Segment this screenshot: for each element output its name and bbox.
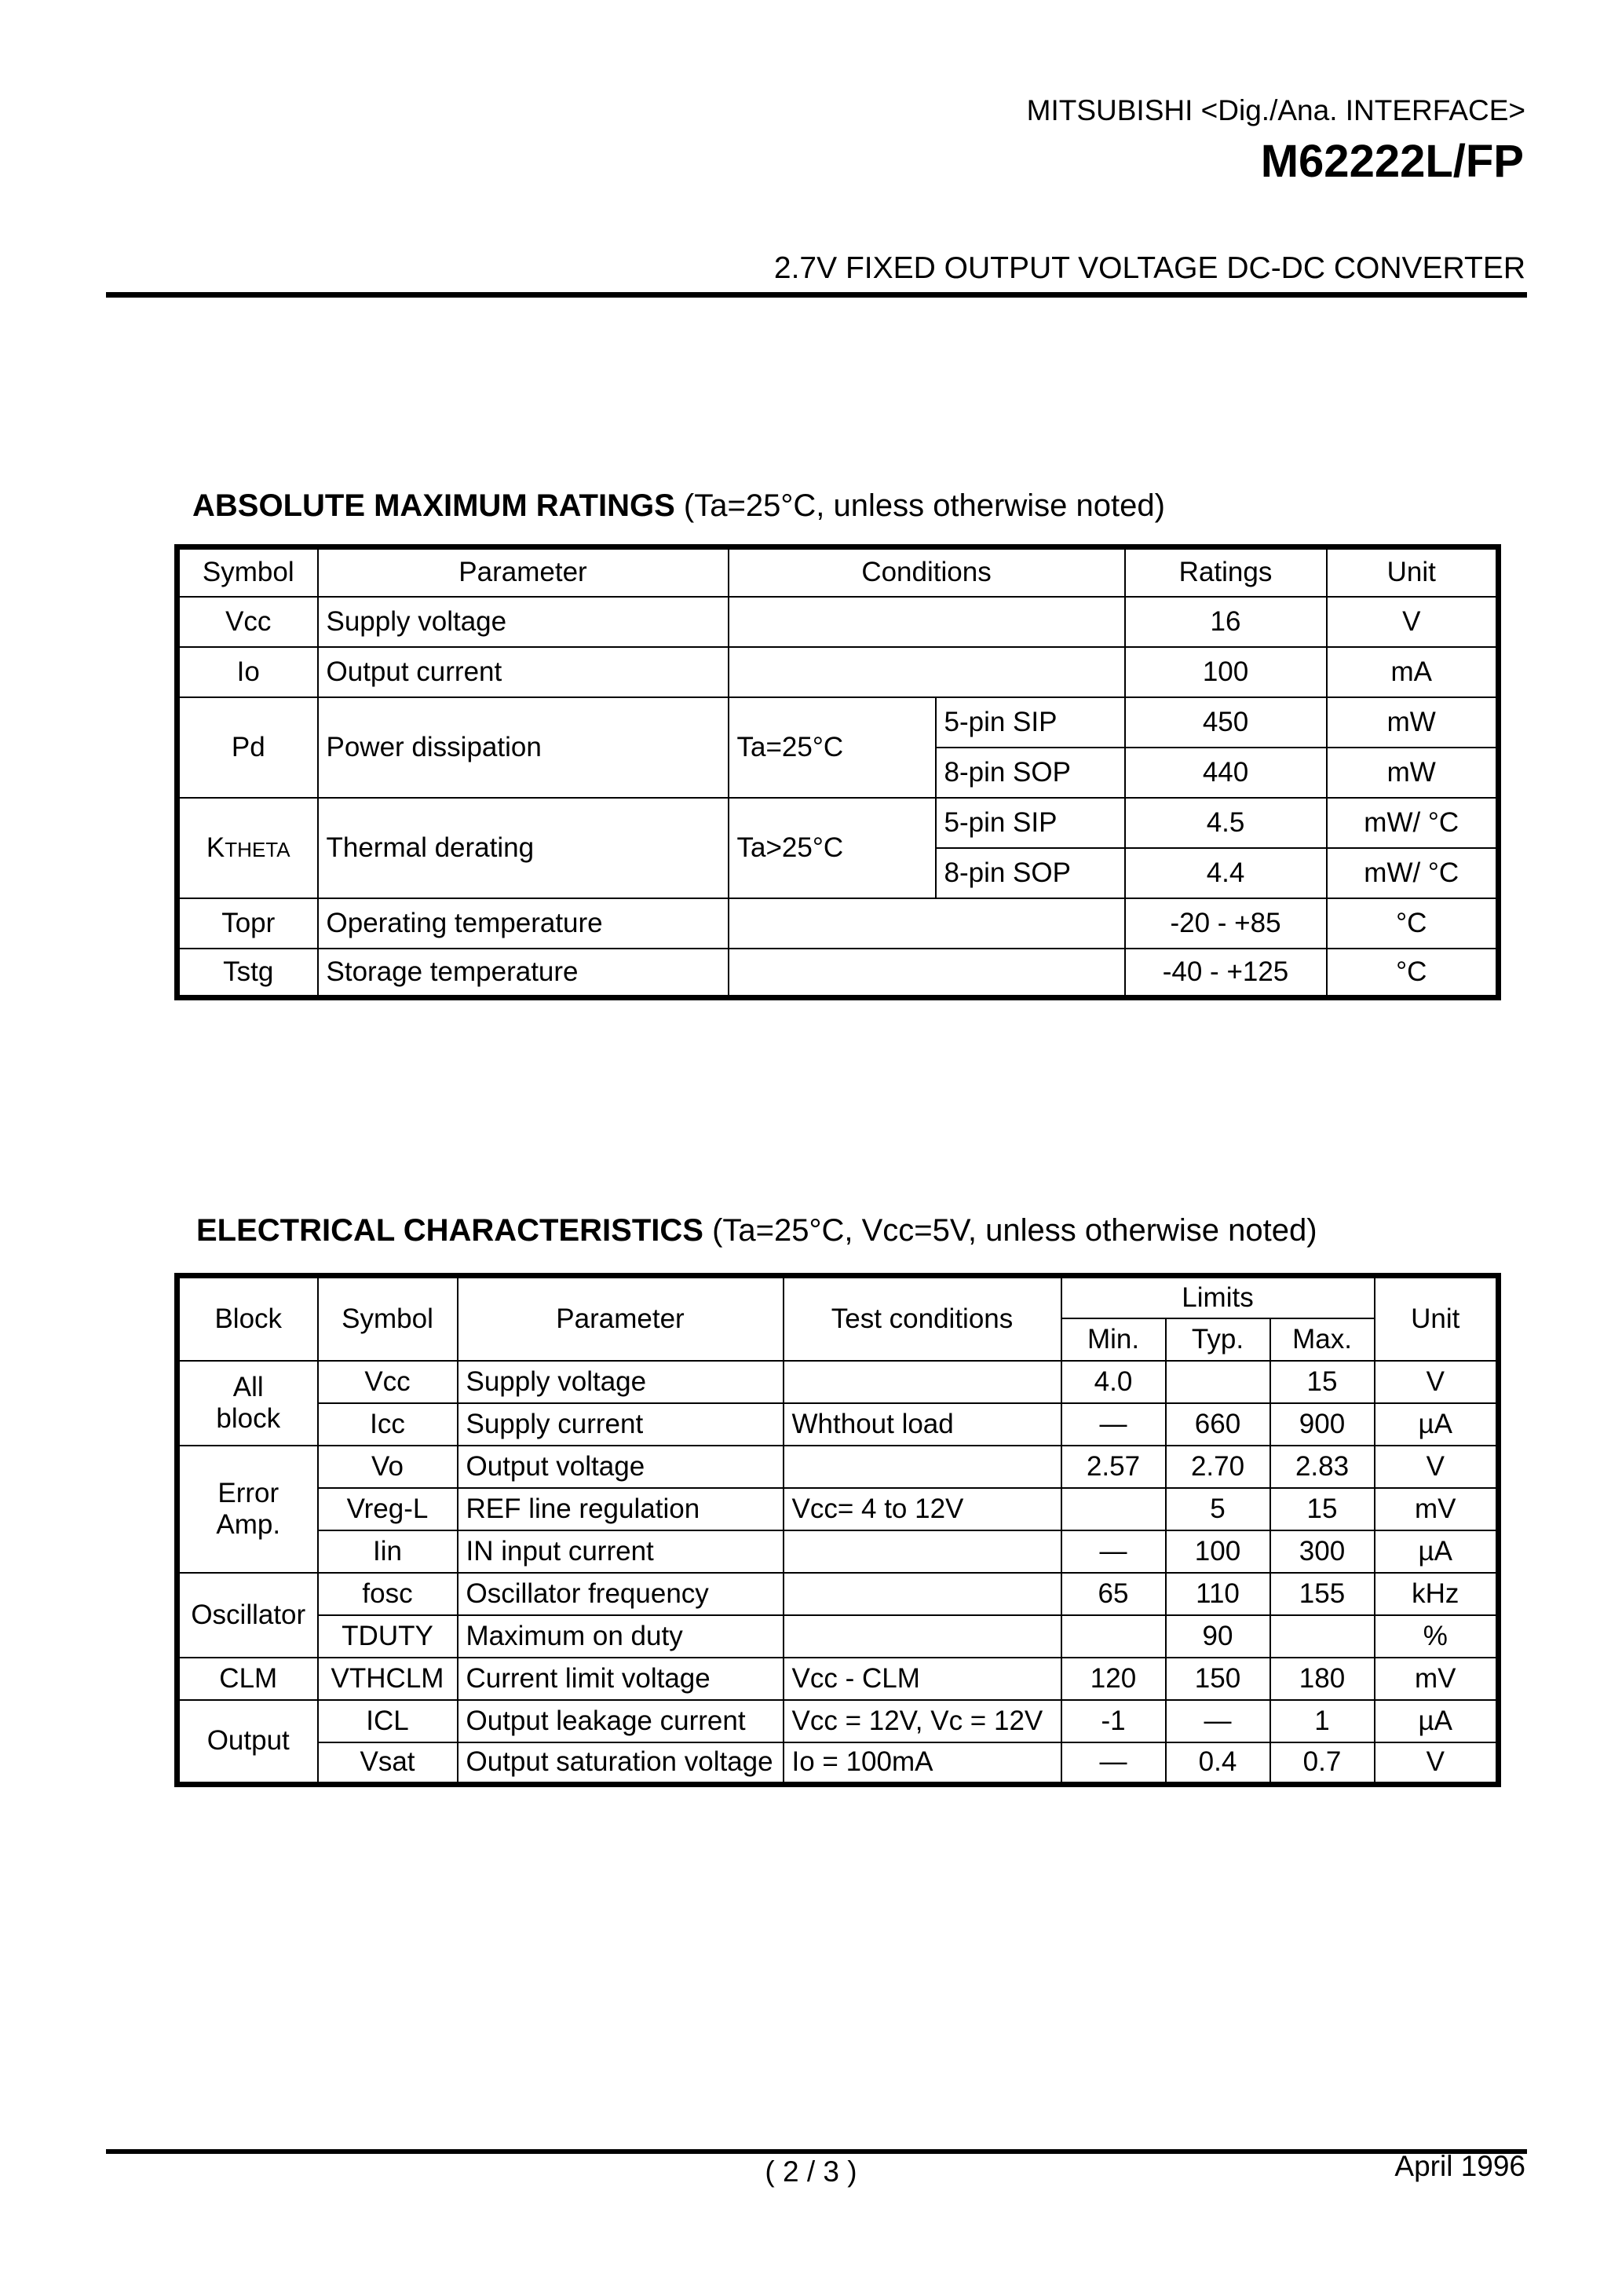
block-label-line: All <box>232 1371 264 1402</box>
abs-max-heading <box>192 488 1165 524</box>
min-cell: 4.0 <box>1061 1361 1166 1403</box>
block-label-line: Amp. <box>216 1508 281 1540</box>
unit-cell: % <box>1375 1615 1499 1658</box>
symbol-cell: TDUTY <box>318 1615 458 1658</box>
table-row <box>177 1530 1499 1573</box>
symbol-cell: Tstg <box>177 949 318 998</box>
test-cell: Vcc = 12V, Vc = 12V <box>784 1700 1061 1742</box>
conditions-cell: Ta=25°C <box>729 697 936 798</box>
col-block-header: Block <box>177 1276 318 1361</box>
rating-cell: 4.4 <box>1125 848 1327 898</box>
symbol-main: K <box>206 832 225 863</box>
abs-max-condition: (Ta=25°C, unless otherwise noted) <box>683 488 1165 523</box>
block-cell <box>177 1446 318 1573</box>
test-cell: Io = 100mA <box>784 1742 1061 1785</box>
typ-cell: 150 <box>1166 1658 1270 1700</box>
max-cell: 1 <box>1270 1700 1375 1742</box>
max-cell: 15 <box>1270 1488 1375 1530</box>
table-row <box>177 949 1499 998</box>
min-cell: — <box>1061 1742 1166 1785</box>
rating-cell: 16 <box>1125 597 1327 647</box>
parameter-cell: Output voltage <box>458 1446 784 1488</box>
footer-rule <box>106 2149 1527 2154</box>
col-unit-header: Unit <box>1327 547 1499 597</box>
electrical-table <box>174 1273 1501 1787</box>
parameter-cell: Operating temperature <box>318 898 729 949</box>
unit-cell: mV <box>1375 1658 1499 1700</box>
col-limits-header: Limits <box>1061 1276 1375 1318</box>
package-cell: 8-pin SOP <box>936 748 1125 798</box>
typ-cell: 5 <box>1166 1488 1270 1530</box>
min-cell: — <box>1061 1530 1166 1573</box>
conditions-cell: Ta>25°C <box>729 798 936 898</box>
unit-cell: V <box>1375 1446 1499 1488</box>
col-typ-header: Typ. <box>1166 1318 1270 1361</box>
block-label-line: Error <box>217 1477 279 1508</box>
rating-cell: 4.5 <box>1125 798 1327 848</box>
min-cell <box>1061 1488 1166 1530</box>
test-cell: Vcc - CLM <box>784 1658 1061 1700</box>
test-cell <box>784 1530 1061 1573</box>
test-cell: Whthout load <box>784 1403 1061 1446</box>
conditions-cell <box>729 647 1125 697</box>
page-number: ( 2 / 3 ) <box>765 2155 857 2188</box>
min-cell: 65 <box>1061 1573 1166 1615</box>
company-line: MITSUBISHI <Dig./Ana. INTERFACE> <box>1026 94 1525 126</box>
symbol-cell: Vo <box>318 1446 458 1488</box>
block-label-line: block <box>216 1402 281 1434</box>
typ-cell: 0.4 <box>1166 1742 1270 1785</box>
unit-cell: mW <box>1327 697 1499 748</box>
unit-cell: mW/ °C <box>1327 798 1499 848</box>
col-unit-header: Unit <box>1375 1276 1499 1361</box>
max-cell: 0.7 <box>1270 1742 1375 1785</box>
typ-cell: — <box>1166 1700 1270 1742</box>
symbol-cell: Pd <box>177 697 318 798</box>
min-cell <box>1061 1615 1166 1658</box>
unit-cell: mA <box>1327 647 1499 697</box>
test-cell <box>784 1573 1061 1615</box>
typ-cell: 90 <box>1166 1615 1270 1658</box>
conditions-cell <box>729 898 1125 949</box>
parameter-cell: Output saturation voltage <box>458 1742 784 1785</box>
conditions-cell <box>729 597 1125 647</box>
parameter-cell: Power dissipation <box>318 697 729 798</box>
parameter-cell: Maximum on duty <box>458 1615 784 1658</box>
parameter-cell: Storage temperature <box>318 949 729 998</box>
table-row <box>177 1742 1499 1785</box>
parameter-cell: Supply voltage <box>458 1361 784 1403</box>
max-cell: 300 <box>1270 1530 1375 1573</box>
symbol-cell <box>177 798 318 898</box>
symbol-cell: Vcc <box>318 1361 458 1403</box>
table-row <box>177 1700 1499 1742</box>
unit-cell: V <box>1327 597 1499 647</box>
unit-cell: V <box>1375 1742 1499 1785</box>
min-cell: 120 <box>1061 1658 1166 1700</box>
block-cell <box>177 1361 318 1446</box>
test-cell: Vcc= 4 to 12V <box>784 1488 1061 1530</box>
header-rule <box>106 292 1527 298</box>
abs-max-title: ABSOLUTE MAXIMUM RATINGS <box>192 488 675 523</box>
typ-cell: 2.70 <box>1166 1446 1270 1488</box>
typ-cell: 660 <box>1166 1403 1270 1446</box>
symbol-cell: Vcc <box>177 597 318 647</box>
block-cell: Oscillator <box>177 1573 318 1658</box>
parameter-cell: Output current <box>318 647 729 697</box>
rating-cell: 440 <box>1125 748 1327 798</box>
package-cell: 5-pin SIP <box>936 697 1125 748</box>
rating-cell: 100 <box>1125 647 1327 697</box>
unit-cell: °C <box>1327 949 1499 998</box>
table-row <box>177 1403 1499 1446</box>
table-header-row <box>177 1276 1499 1318</box>
rating-cell: -20 - +85 <box>1125 898 1327 949</box>
unit-cell: kHz <box>1375 1573 1499 1615</box>
col-parameter-header: Parameter <box>318 547 729 597</box>
parameter-cell: Current limit voltage <box>458 1658 784 1700</box>
table-row <box>177 898 1499 949</box>
package-cell: 8-pin SOP <box>936 848 1125 898</box>
typ-cell <box>1166 1361 1270 1403</box>
conditions-cell <box>729 949 1125 998</box>
col-max-header: Max. <box>1270 1318 1375 1361</box>
col-symbol-header: Symbol <box>177 547 318 597</box>
unit-cell: V <box>1375 1361 1499 1403</box>
abs-max-table <box>174 544 1501 1000</box>
table-row <box>177 597 1499 647</box>
unit-cell: °C <box>1327 898 1499 949</box>
unit-cell: µA <box>1375 1403 1499 1446</box>
unit-cell: mW <box>1327 748 1499 798</box>
table-row <box>177 1615 1499 1658</box>
min-cell: — <box>1061 1403 1166 1446</box>
symbol-cell: Iin <box>318 1530 458 1573</box>
table-row <box>177 1488 1499 1530</box>
block-cell: Output <box>177 1700 318 1785</box>
package-cell: 5-pin SIP <box>936 798 1125 848</box>
unit-cell: mW/ °C <box>1327 848 1499 898</box>
elec-heading <box>196 1213 1317 1249</box>
symbol-cell: Topr <box>177 898 318 949</box>
symbol-cell: Vsat <box>318 1742 458 1785</box>
col-test-header: Test conditions <box>784 1276 1061 1361</box>
col-conditions-header: Conditions <box>729 547 1125 597</box>
max-cell <box>1270 1615 1375 1658</box>
max-cell: 15 <box>1270 1361 1375 1403</box>
symbol-subscript: THETA <box>225 837 290 861</box>
min-cell: 2.57 <box>1061 1446 1166 1488</box>
table-row <box>177 1361 1499 1403</box>
rating-cell: 450 <box>1125 697 1327 748</box>
symbol-cell: Vreg-L <box>318 1488 458 1530</box>
symbol-cell: VTHCLM <box>318 1658 458 1700</box>
max-cell: 2.83 <box>1270 1446 1375 1488</box>
block-cell: CLM <box>177 1658 318 1700</box>
unit-cell: mV <box>1375 1488 1499 1530</box>
symbol-cell: ICL <box>318 1700 458 1742</box>
table-row <box>177 647 1499 697</box>
publication-date: April 1996 <box>1394 2150 1525 2182</box>
max-cell: 155 <box>1270 1573 1375 1615</box>
col-min-header: Min. <box>1061 1318 1166 1361</box>
typ-cell: 110 <box>1166 1573 1270 1615</box>
table-header-row <box>177 547 1499 597</box>
parameter-cell: IN input current <box>458 1530 784 1573</box>
col-parameter-header: Parameter <box>458 1276 784 1361</box>
typ-cell: 100 <box>1166 1530 1270 1573</box>
parameter-cell: Output leakage current <box>458 1700 784 1742</box>
symbol-cell: fosc <box>318 1573 458 1615</box>
col-ratings-header: Ratings <box>1125 547 1327 597</box>
parameter-cell: REF line regulation <box>458 1488 784 1530</box>
symbol-cell: Icc <box>318 1403 458 1446</box>
parameter-cell: Oscillator frequency <box>458 1573 784 1615</box>
table-row <box>177 1446 1499 1488</box>
table-row <box>177 798 1499 848</box>
elec-condition: (Ta=25°C, Vcc=5V, unless otherwise noted) <box>712 1213 1317 1248</box>
max-cell: 900 <box>1270 1403 1375 1446</box>
col-symbol-header: Symbol <box>318 1276 458 1361</box>
table-row <box>177 1658 1499 1700</box>
unit-cell: µA <box>1375 1700 1499 1742</box>
rating-cell: -40 - +125 <box>1125 949 1327 998</box>
test-cell <box>784 1361 1061 1403</box>
parameter-cell: Supply voltage <box>318 597 729 647</box>
max-cell: 180 <box>1270 1658 1375 1700</box>
unit-cell: µA <box>1375 1530 1499 1573</box>
parameter-cell: Thermal derating <box>318 798 729 898</box>
table-row <box>177 1573 1499 1615</box>
document-subtitle: 2.7V FIXED OUTPUT VOLTAGE DC-DC CONVERTER <box>773 251 1525 285</box>
min-cell: -1 <box>1061 1700 1166 1742</box>
table-row <box>177 697 1499 748</box>
test-cell <box>784 1615 1061 1658</box>
part-number: M62222L/FP <box>1260 136 1524 187</box>
symbol-cell: Io <box>177 647 318 697</box>
parameter-cell: Supply current <box>458 1403 784 1446</box>
elec-title: ELECTRICAL CHARACTERISTICS <box>196 1213 703 1248</box>
test-cell <box>784 1446 1061 1488</box>
